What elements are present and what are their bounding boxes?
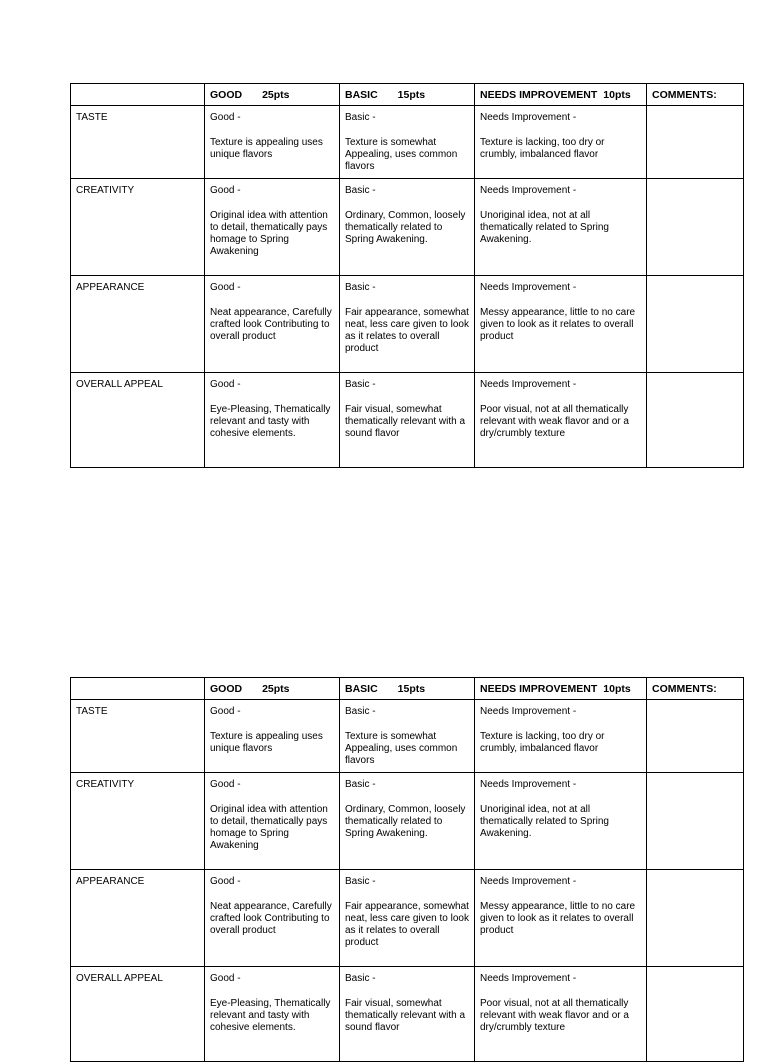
rubric-row-creativity (71, 773, 744, 870)
header-needs-improvement: NEEDS IMPROVEMENT 10pts (475, 678, 647, 700)
basic-cell: Basic - Fair visual, somewhat thematically relevant with a sound flavor (340, 373, 475, 468)
basic-cell: Basic - Texture is somewhat Appealing, uses common flavors (340, 700, 475, 773)
criterion-label: APPEARANCE (71, 276, 205, 373)
needs-cell: Needs Improvement - Poor visual, not at all thematically relevant with weak flavor and or a dry/crumbly texture (475, 967, 647, 1062)
rubric-table-1 (70, 83, 744, 468)
rubric-row-overall-appeal (71, 373, 744, 468)
criterion-label: TASTE (71, 700, 205, 773)
basic-cell: Basic - Fair appearance, somewhat neat, less care given to look as it relates to overall product (340, 870, 475, 967)
rubric-row-appearance (71, 870, 744, 967)
needs-cell: Needs Improvement - Poor visual, not at all thematically relevant with weak flavor and or a dry/crumbly texture (475, 373, 647, 468)
good-cell: Good - Eye-Pleasing, Thematically relevant and tasty with cohesive elements. (205, 373, 340, 468)
rubric-header-row (71, 84, 744, 106)
comments-cell[interactable] (647, 773, 744, 870)
needs-cell: Needs Improvement - Texture is lacking, too dry or crumbly, imbalanced flavor (475, 106, 647, 179)
criterion-label: TASTE (71, 106, 205, 179)
good-cell: Good - Texture is appealing uses unique flavors (205, 106, 340, 179)
needs-cell: Needs Improvement - Messy appearance, little to no care given to look as it relates to overall product (475, 870, 647, 967)
basic-cell: Basic - Texture is somewhat Appealing, uses common flavors (340, 106, 475, 179)
basic-cell: Basic - Ordinary, Common, loosely thematically related to Spring Awakening. (340, 773, 475, 870)
good-cell: Good - Original idea with attention to detail, thematically pays homage to Spring Awakening (205, 773, 340, 870)
criterion-label: APPEARANCE (71, 870, 205, 967)
good-cell: Good - Eye-Pleasing, Thematically relevant and tasty with cohesive elements. (205, 967, 340, 1062)
comments-cell[interactable] (647, 373, 744, 468)
header-good: GOOD 25pts (205, 678, 340, 700)
good-cell: Good - Neat appearance, Carefully crafted look Contributing to overall product (205, 870, 340, 967)
comments-cell[interactable] (647, 870, 744, 967)
header-comments: COMMENTS: (647, 678, 744, 700)
rubric-row-appearance (71, 276, 744, 373)
rubric-row-taste (71, 106, 744, 179)
header-basic: BASIC 15pts (340, 678, 475, 700)
criterion-label: CREATIVITY (71, 773, 205, 870)
rubric-row-creativity (71, 179, 744, 276)
comments-cell[interactable] (647, 700, 744, 773)
good-cell: Good - Original idea with attention to detail, thematically pays homage to Spring Awakening (205, 179, 340, 276)
comments-cell[interactable] (647, 179, 744, 276)
needs-cell: Needs Improvement - Unoriginal idea, not at all thematically related to Spring Awakening. (475, 179, 647, 276)
criterion-label: CREATIVITY (71, 179, 205, 276)
header-comments: COMMENTS: (647, 84, 744, 106)
rubric-row-taste (71, 700, 744, 773)
needs-cell: Needs Improvement - Unoriginal idea, not at all thematically related to Spring Awakening. (475, 773, 647, 870)
header-criteria-cell (71, 84, 205, 106)
header-good: GOOD 25pts (205, 84, 340, 106)
basic-cell: Basic - Fair visual, somewhat thematically relevant with a sound flavor (340, 967, 475, 1062)
comments-cell[interactable] (647, 967, 744, 1062)
comments-cell[interactable] (647, 106, 744, 179)
header-basic: BASIC 15pts (340, 84, 475, 106)
good-cell: Good - Texture is appealing uses unique flavors (205, 700, 340, 773)
comments-cell[interactable] (647, 276, 744, 373)
rubric-row-overall-appeal (71, 967, 744, 1062)
criterion-label: OVERALL APPEAL (71, 373, 205, 468)
good-cell: Good - Neat appearance, Carefully crafted look Contributing to overall product (205, 276, 340, 373)
header-needs-improvement: NEEDS IMPROVEMENT 10pts (475, 84, 647, 106)
criterion-label: OVERALL APPEAL (71, 967, 205, 1062)
needs-cell: Needs Improvement - Messy appearance, little to no care given to look as it relates to overall product (475, 276, 647, 373)
rubric-header-row (71, 678, 744, 700)
needs-cell: Needs Improvement - Texture is lacking, too dry or crumbly, imbalanced flavor (475, 700, 647, 773)
basic-cell: Basic - Ordinary, Common, loosely thematically related to Spring Awakening. (340, 179, 475, 276)
basic-cell: Basic - Fair appearance, somewhat neat, less care given to look as it relates to overall product (340, 276, 475, 373)
header-criteria-cell (71, 678, 205, 700)
rubric-table-2 (70, 677, 744, 1062)
